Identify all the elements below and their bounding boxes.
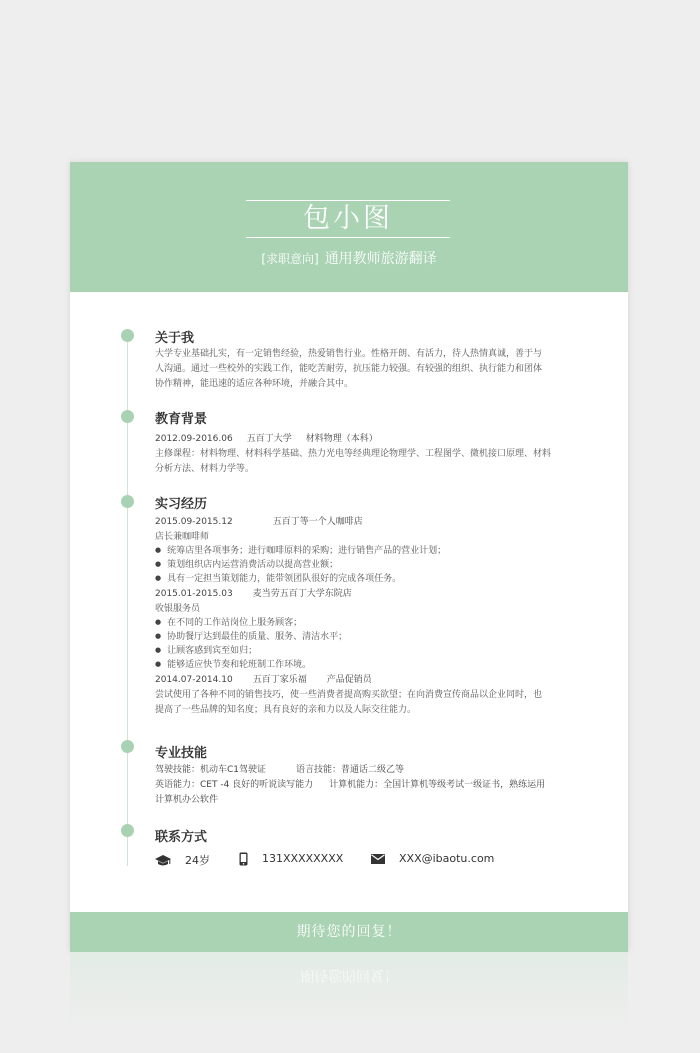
footer-text: 期待您的回复！ xyxy=(296,924,402,940)
job-duty: ● 在不同的工作站岗位上服务顾客； xyxy=(155,617,302,629)
mail-icon xyxy=(371,854,385,864)
footer-text-reflection: 期待您的回复！ xyxy=(300,967,398,983)
section-dot xyxy=(121,329,134,342)
card-reflection xyxy=(70,952,628,1053)
education-period: 2012.09-2016.06 xyxy=(155,434,233,444)
job-header xyxy=(155,674,372,686)
job-role: 店长兼咖啡师 xyxy=(155,532,210,542)
skill-english: 英语能力：CET -4 良好的听说读写能力 xyxy=(155,780,314,790)
job-period: 2015.01-2015.03 xyxy=(155,589,233,599)
section-dot xyxy=(121,740,134,753)
contact-phone xyxy=(239,852,343,866)
section-dot xyxy=(121,410,134,423)
job-period: 2014.07-2014.10 xyxy=(155,675,233,685)
section-title-contact: 联系方式 xyxy=(155,830,208,845)
section-dot xyxy=(121,824,134,837)
about-line: 协作精神，能迅速的适应各种环境，并融合其中。 xyxy=(155,379,354,389)
section-title-internship: 实习经历 xyxy=(155,497,208,512)
section-dot xyxy=(121,495,134,508)
contact-email xyxy=(371,852,494,865)
job-role: 产品促销员 xyxy=(326,675,372,685)
education-school: 五百丁大学 xyxy=(246,434,292,444)
skill-row xyxy=(155,779,545,791)
skill-row: 计算机办公软件 xyxy=(155,795,219,805)
job-description: 提高了一些品牌的知名度；具有良好的亲和力以及人际交往能力。 xyxy=(155,705,417,715)
job-header xyxy=(155,516,363,528)
section-title-education: 教育背景 xyxy=(155,412,208,427)
skill-language: 语言技能：普通话二级乙等 xyxy=(296,765,405,775)
contact-email-value: XXX@ibaotu.com xyxy=(399,852,495,865)
job-duty: ● 让顾客感到宾至如归； xyxy=(155,645,257,657)
contact-row xyxy=(155,852,575,868)
job-header xyxy=(155,588,352,600)
contact-age-value: 24岁 xyxy=(185,854,210,867)
footer-banner xyxy=(70,912,628,952)
job-company: 五百丁家乐福 xyxy=(252,675,307,685)
phone-icon xyxy=(239,852,248,866)
job-description: 尝试使用了各种不同的销售技巧，使一些消费者提高购买欲望；在向消费宣传商品以企业同时，也 xyxy=(155,690,543,700)
header-banner xyxy=(70,162,628,292)
resume-page xyxy=(70,162,628,952)
education-row xyxy=(155,433,378,445)
job-period: 2015.09-2015.12 xyxy=(155,517,233,527)
job-company: 五百丁等一个人咖啡店 xyxy=(272,517,363,527)
job-duty: ● 策划组织店内运营消费活动以提高营业额； xyxy=(155,559,338,571)
contact-age xyxy=(155,852,210,868)
skill-row xyxy=(155,764,404,776)
education-courses: 分析方法、材料力学等。 xyxy=(155,464,255,474)
candidate-name: 包小图 xyxy=(246,200,450,238)
job-intent-value: 通用教师旅游翻译 xyxy=(324,251,437,267)
job-company: 麦当劳五百丁大学东院店 xyxy=(252,589,352,599)
section-title-about: 关于我 xyxy=(155,331,195,346)
job-duty: ● 统筹店里各项事务；进行咖啡原料的采购；进行销售产品的营业计划； xyxy=(155,545,446,557)
about-line: 人沟通。通过一些校外的实践工作，能吃苦耐劳，抗压能力较强。有较强的组织、执行能力和团体 xyxy=(155,364,543,374)
education-major: 材料物理（本科） xyxy=(305,434,378,444)
job-intent xyxy=(70,248,628,268)
about-line: 大学专业基础扎实，有一定销售经验，热爱销售行业。性格开朗、有活力，待人热情真诚，善于与 xyxy=(155,349,543,359)
job-role: 收银服务员 xyxy=(155,604,201,614)
contact-phone-value: 131XXXXXXXX xyxy=(262,852,344,865)
job-duty: ● 能够适应快节奏和轮班制工作环境。 xyxy=(155,659,311,671)
job-duty: ● 协助餐厅达到最佳的质量、服务、清洁水平； xyxy=(155,631,347,643)
section-title-skills: 专业技能 xyxy=(155,746,208,761)
education-courses: 主修课程：材料物理、材料科学基础、热力光电等经典理论物理学、工程图学、微机接口原理、材料 xyxy=(155,449,552,459)
job-duty: ● 具有一定担当策划能力，能带领团队很好的完成各项任务。 xyxy=(155,573,401,585)
graduation-cap-icon xyxy=(155,855,171,867)
skill-driving: 驾驶技能：机动车C1驾驶证 xyxy=(155,765,267,775)
job-intent-tag: [求职意向] xyxy=(261,252,319,266)
skill-computer: 计算机能力：全国计算机等级考试一级证书，熟练运用 xyxy=(329,780,546,790)
